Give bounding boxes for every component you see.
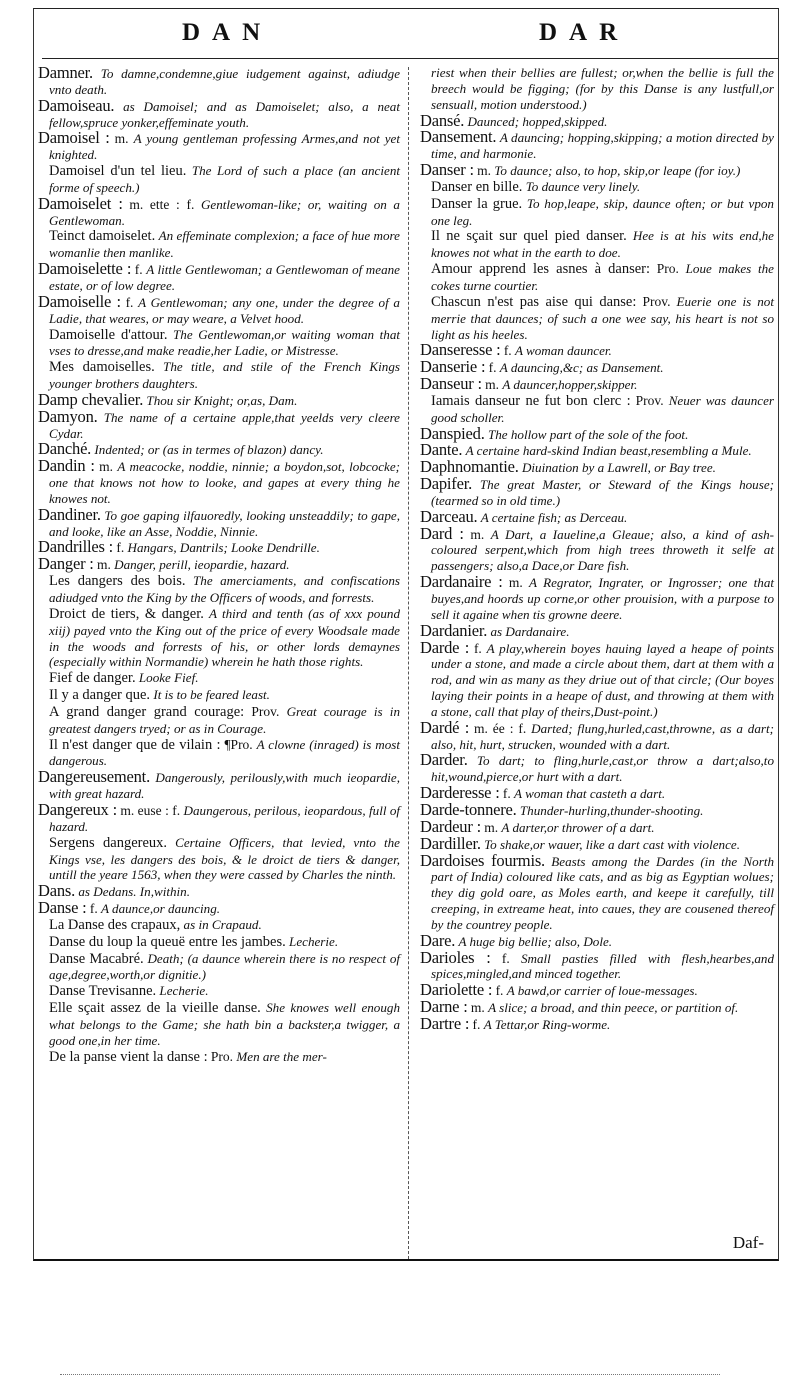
- dictionary-entry: [420, 459, 774, 476]
- definition: Men are the mer-: [236, 1048, 327, 1064]
- definition: Lecherie.: [289, 933, 339, 949]
- definition: A Gentlewoman; any one, under the degree of a Ladie, that weares, or may weare, a Velvet hood.: [49, 294, 400, 326]
- definition: Loue makes the cokes turne courtier.: [431, 261, 774, 293]
- headword: Damoisel :: [38, 128, 110, 148]
- definition: as Dardanaire.: [490, 623, 570, 639]
- catchword: Daf-: [732, 1233, 764, 1252]
- sub-entry: [38, 670, 400, 687]
- grammar-label: f.: [488, 360, 497, 376]
- header-left-guideword: DAN: [182, 19, 273, 46]
- definition: The great Master, or Steward of the Kings house; (tearmed so in old time.): [431, 477, 774, 508]
- grammar-label: m.: [508, 575, 523, 591]
- definition: It is to be feared least.: [153, 687, 270, 703]
- grammar-label: m. ette : f.: [129, 196, 195, 212]
- definition: An effeminate complexion; a face of hue more womanlie then manlike.: [49, 228, 400, 261]
- headword: Damoisel d'un tel lieu.: [49, 163, 187, 180]
- definition: A certaine fish; as Derceau.: [480, 509, 628, 525]
- definition: Certaine Officers, that levied, vnto the Kings vse, les dangers des bois, & le droict de tiers & danger, untill the yeare 1563, when they were cassed by Charles the ninth.: [49, 834, 400, 883]
- headword: Iamais danseur ne fut bon clerc :: [431, 392, 631, 409]
- definition: Looke Fief.: [138, 670, 199, 686]
- definition: as Damoisel; and as Damoiselet; also, a neat fellow,spruce yonker,effeminate youth.: [49, 98, 400, 130]
- dictionary-entry: [420, 717, 774, 753]
- headword: Dangereusement.: [38, 767, 150, 787]
- dictionary-entry: [420, 637, 774, 720]
- headword: Dariolette :: [420, 980, 493, 1000]
- definition: A dauncer,hopper,skipper.: [502, 377, 638, 393]
- headword: A grand danger grand courage:: [49, 703, 245, 720]
- definition: The title, and stile of the French Kings younger brothers daughters.: [49, 359, 400, 392]
- grammar-label: f.: [495, 983, 504, 999]
- grammar-label: m.: [96, 557, 111, 573]
- definition: She knowes well enough what belongs to the Game; she hath bin a backster,a twigger, a good one,in her time.: [49, 1000, 400, 1048]
- definition: A woman dauncer.: [514, 343, 612, 359]
- headword: Damner.: [38, 63, 93, 82]
- sub-entry: [38, 606, 400, 670]
- sub-entry: [420, 228, 774, 261]
- definition: A meacocke, noddie, ninnie; a boydon,sot, lobcocke; one that knows not how to looke, and gapes at every thing he knowes not.: [49, 459, 400, 506]
- dictionary-entry: [420, 947, 774, 983]
- grammar-label: m.: [99, 459, 114, 475]
- definition: Beasts among the Dardes (in the North part of India) coloured like cats, and as big as Egyptian wolues; they dig gold oare, as Moles earth, and keepe it carefully, till creeping, in extreame heat, into caues, they are cousened thereof by the countrey people.: [431, 853, 774, 932]
- sub-entry: [38, 737, 400, 770]
- headword: Darde :: [420, 637, 470, 657]
- definition: The name of a certaine apple,that yeelds very cleere Cydar.: [49, 409, 400, 441]
- headword: Droict de tiers, & danger.: [49, 605, 204, 622]
- sub-entry: [420, 179, 774, 196]
- grammar-label: m.: [485, 377, 500, 393]
- headword: Danser en bille.: [431, 178, 523, 195]
- sub-entry: [420, 261, 774, 294]
- dictionary-entry: [420, 476, 774, 509]
- dictionary-entry: [420, 523, 774, 575]
- headword: Darde-tonnere.: [420, 799, 517, 819]
- definition: To dart; to fling,hurle,cast,or throw a dart;also,to hit,wound,pierce,or hurt with a dart.: [431, 753, 774, 785]
- dictionary-entry: [38, 406, 400, 442]
- definition: A dauncing; hopping,skipping; a motion directed by time, and harmonie.: [431, 130, 774, 162]
- definition: Thou sir Knight; or,as, Dam.: [146, 392, 298, 408]
- dictionary-entry: [420, 982, 774, 999]
- definition: Death; (a daunce wherein there is no respect of age,degree,worth,or dignitie.): [49, 950, 401, 983]
- headword: Danger :: [38, 554, 94, 574]
- definition: Lecherie.: [159, 983, 209, 999]
- headword: Danse :: [38, 898, 87, 918]
- headword: Elle sçait assez de la vieille danse.: [49, 1000, 261, 1017]
- headword: Il y a danger que.: [49, 687, 151, 704]
- headword: Amour apprend les asnes à danser:: [431, 261, 651, 278]
- dictionary-entry: [38, 130, 400, 163]
- headword: Damyon.: [38, 406, 98, 426]
- dictionary-entry: [38, 261, 400, 294]
- definition: Thunder-hurling,thunder-shooting.: [519, 802, 704, 818]
- definition: To hop,leape, skip, daunce often; or but vpon one leg.: [431, 195, 774, 228]
- headword: Teinct damoiselet.: [49, 228, 156, 245]
- definition: Daunced; hopped,skipped.: [467, 113, 608, 129]
- headword: Danse Trevisanne.: [49, 983, 157, 1000]
- grammar-label: m.: [114, 131, 129, 147]
- headword: Danse Macabré.: [49, 950, 144, 967]
- grammar-label: ¶Pro.: [224, 736, 253, 752]
- headword: Danché.: [38, 439, 92, 459]
- definition: riest when their bellies are fullest; or,when the bellie is full the breech would be figging; (for by this Danse is any lustfull,or sensuall, motion understood.): [431, 65, 774, 112]
- dictionary-entry: [420, 999, 774, 1016]
- definition: A daunce,or dauncing.: [100, 901, 221, 917]
- definition: To shake,or wauer, like a dart cast with violence.: [484, 836, 740, 852]
- running-header: [34, 9, 778, 57]
- headword: Dante.: [420, 440, 463, 460]
- headword: Danspied.: [420, 423, 485, 443]
- definition: The Gentlewoman,or waiting woman that vses to dresse,and make readie,her Ladie, or Mistresse.: [49, 326, 400, 359]
- headword: Danser :: [420, 160, 474, 180]
- headword: Fief de danger.: [49, 670, 136, 687]
- grammar-label: f.: [473, 640, 482, 656]
- headword: Damoiselle d'attour.: [49, 326, 168, 343]
- sub-entry: [38, 983, 400, 1000]
- definition: Gentlewoman-like; or, waiting on a Gentlewoman.: [49, 196, 400, 228]
- definition: Neuer was dauncer good scholler.: [431, 392, 774, 425]
- headword: Dandrilles :: [38, 537, 114, 557]
- definition: Danger, perill, ieopardie, hazard.: [114, 557, 290, 573]
- headword: Dard :: [420, 523, 464, 543]
- dictionary-entry: [420, 162, 774, 179]
- definition: To daunce very linely.: [525, 178, 641, 194]
- dictionary-entry: [420, 850, 774, 933]
- definition: A Regrator, Ingrater, or Ingrosser; one that buyes,and hoords up corne,or other prouision, with a purpose to sell it againe when tis growne deere.: [431, 575, 774, 622]
- dictionary-entry: [38, 504, 400, 540]
- dictionary-entry: [38, 556, 400, 573]
- headword: Mes damoiselles.: [49, 359, 155, 376]
- headword: Les dangers des bois.: [49, 573, 186, 590]
- definition: To goe gaping ilfauoredly, looking unsteaddily; to gape, and looke, like an Asse, Noddie, Ninnie.: [49, 507, 400, 539]
- grammar-label: Prov.: [642, 293, 671, 309]
- headword: Dardeur :: [420, 816, 481, 836]
- sub-entry: [420, 196, 774, 229]
- column-divider: [408, 67, 409, 1259]
- definition: A little Gentlewoman; a Gentlewoman of meane estate, or of low degree.: [49, 262, 400, 293]
- definition: Dangerously, perilously,with much ieopardie, with great hazard.: [49, 770, 400, 802]
- headword: Damoiselet :: [38, 193, 123, 213]
- grammar-label: f.: [502, 786, 511, 802]
- headword: Daphnomantie.: [420, 457, 519, 477]
- dictionary-entry: [38, 769, 400, 802]
- dictionary-entry: [420, 620, 774, 640]
- headword: Chascun n'est pas aise qui danse:: [431, 293, 637, 310]
- sub-entry: [420, 393, 774, 426]
- headword: Dansé.: [420, 110, 465, 130]
- definition: Great courage is in greatest dangers tryed; or as in Courage.: [49, 703, 400, 736]
- definition: Hangars, Dantrils; Looke Dendrille.: [127, 540, 320, 556]
- definition: Euerie one is not merrie that daunces; of such a one wee say, his heart is not so light as his heeles.: [431, 293, 774, 342]
- grammar-label: f.: [89, 901, 98, 917]
- sub-entry: [38, 573, 400, 606]
- dictionary-entry: [420, 506, 774, 526]
- dictionary-entry: [420, 129, 774, 162]
- headword: Dardoises fourmis.: [420, 850, 545, 870]
- headword: Darderesse :: [420, 783, 500, 803]
- headword: Danserie :: [420, 357, 486, 377]
- headword: Danse du loup la queuë entre les jambes.: [49, 933, 286, 950]
- definition: A third and tenth (as of xxx pound xiij) payed vnto the King out of the price of every Woodsale made in the woods and forrests of his, or other lords demaynes (especially within Normandie) wherein he hath those rights.: [49, 605, 400, 670]
- page-edge-mark: [60, 1374, 720, 1375]
- sub-entry: [38, 687, 400, 704]
- headword: Dandiner.: [38, 504, 101, 524]
- grammar-label: f.: [125, 294, 134, 310]
- definition: Small pasties filled with flesh,hearbes,and spices,mingled,and minced together.: [431, 950, 774, 982]
- dictionary-entry: [420, 376, 774, 393]
- sub-entry: [38, 1049, 400, 1066]
- sub-entry: [38, 934, 400, 951]
- definition: A clowne (inraged) is most dangerous.: [49, 736, 401, 769]
- grammar-label: m.: [477, 163, 492, 179]
- grammar-label: Pro.: [656, 261, 679, 277]
- headword: Dardé :: [420, 717, 470, 737]
- headword: Il ne sçait sur quel pied danser.: [431, 228, 627, 245]
- grammar-label: f.: [503, 343, 512, 359]
- left-column: [38, 65, 400, 1065]
- headword: Dardiller.: [420, 833, 481, 853]
- definition: A play,wherein boyes hauing layed a heape of points under a stone, and made a circle about them, dart at them with a rod, and win as many as they driue out of that circle; (Our boyes laying their points in a heape of dust, and throwing at them with a stone, call that play of theirs,Dust-point.): [431, 640, 774, 719]
- definition: A certaine hard-skind Indian beast,resembling a Mule.: [465, 443, 752, 459]
- dictionary-entry: [38, 883, 400, 900]
- sub-entry: [38, 1000, 400, 1049]
- sub-entry: [38, 327, 400, 360]
- continued-entry: [420, 65, 774, 113]
- dictionary-entry: [420, 574, 774, 623]
- grammar-label: f.: [501, 950, 510, 966]
- headword: La Danse des crapaux,: [49, 916, 181, 933]
- grammar-label: m. ée : f.: [474, 720, 527, 736]
- definition: Indented; or (as in termes of blazon) dancy.: [94, 442, 324, 458]
- grammar-label: f.: [472, 1016, 481, 1032]
- definition: A young gentleman professing Armes,and not yet knighted.: [49, 131, 401, 163]
- dictionary-entry: [38, 799, 400, 835]
- headword: Danser la grue.: [431, 195, 523, 212]
- dictionary-entry: [420, 423, 774, 443]
- definition: Daungerous, perilous, ieopardous, full of hazard.: [49, 802, 400, 834]
- headword: Damp chevalier.: [38, 389, 144, 409]
- definition: Darted; flung,hurled,cast,throwne, as a dart; also, hit, hurt, strucken, wounded with a dart.: [431, 720, 774, 752]
- dictionary-entry: [38, 95, 400, 131]
- definition: A woman that casteth a dart.: [514, 786, 666, 802]
- headword: Sergens dangereux.: [49, 834, 168, 851]
- page-frame: [33, 8, 779, 1261]
- definition: A Dart, a Iaueline,a Gleaue; also, a kind of ash-coloured serpent,which from high trees throweth it selfe at passengers; also,a Dace,or Dare fish.: [431, 526, 774, 574]
- sub-entry: [38, 835, 400, 884]
- headword: Dansement.: [420, 127, 497, 147]
- headword: Darioles :: [420, 947, 491, 967]
- headword: Danseur :: [420, 374, 482, 394]
- dictionary-entry: [38, 193, 400, 229]
- definition: Hee is at his wits end,he knowes not what in the earth to doe.: [431, 228, 774, 261]
- definition: A bawd,or carrier of loue-messages.: [506, 983, 698, 999]
- dictionary-entry: [38, 65, 400, 98]
- definition: A dauncing,&c; as Dansement.: [499, 360, 664, 376]
- grammar-label: f.: [134, 262, 143, 278]
- definition: A Tettar,or Ring-worme.: [483, 1016, 611, 1032]
- definition: The Lord of such a place (an ancient forme of speech.): [49, 163, 401, 195]
- grammar-label: Prov.: [251, 703, 280, 719]
- dictionary-entry: [38, 900, 400, 917]
- dictionary-entry: [38, 458, 400, 507]
- sub-entry: [38, 951, 400, 984]
- dictionary-entry: [38, 291, 400, 327]
- headword: De la panse vient la danse :: [49, 1048, 208, 1065]
- sub-entry: [38, 704, 400, 737]
- headword: Dartre :: [420, 1013, 470, 1033]
- grammar-label: Pro.: [210, 1048, 234, 1064]
- grammar-label: m.: [470, 1000, 485, 1016]
- sub-entry: [38, 917, 400, 934]
- definition: A darter,or thrower of a dart.: [501, 819, 655, 835]
- headword: Darder.: [420, 750, 468, 770]
- headword: Damoiseau.: [38, 95, 115, 115]
- right-column: [420, 65, 774, 1033]
- headword: Danseresse :: [420, 340, 501, 360]
- grammar-label: m.: [484, 819, 499, 835]
- grammar-label: f.: [116, 540, 125, 556]
- definition: The amerciaments, and confiscations adiudged vnto the King by the Officers of woods, and forrests.: [49, 573, 400, 605]
- headword: Dandin :: [38, 456, 95, 476]
- definition: A slice; a broad, and thin peece, or partition of.: [488, 1000, 739, 1016]
- headword: Il n'est danger que de vilain :: [49, 736, 221, 753]
- headword: Damoiselette :: [38, 259, 132, 279]
- definition: A huge big bellie; also, Dole.: [458, 933, 613, 949]
- headword: Dare.: [420, 930, 456, 950]
- definition: as Dedans. In,within.: [78, 884, 190, 900]
- headword: Dangereux :: [38, 799, 117, 819]
- headword: Damoiselle :: [38, 291, 121, 311]
- definition: The hollow part of the sole of the foot.: [487, 426, 689, 442]
- definition: as in Crapaud.: [183, 916, 262, 932]
- header-right-guideword: DAR: [539, 19, 630, 46]
- headword: Dardanier.: [420, 620, 488, 640]
- dictionary-entry: [420, 1013, 774, 1033]
- sub-entry: [38, 163, 400, 196]
- dictionary-entry: [420, 752, 774, 785]
- sub-entry: [38, 228, 400, 261]
- sub-entry: [420, 294, 774, 343]
- grammar-label: Prov.: [635, 392, 664, 408]
- headword: Dans.: [38, 881, 76, 901]
- headword: Dardanaire :: [420, 572, 503, 592]
- definition: Diuination by a Lawrell, or Bay tree.: [521, 460, 716, 476]
- definition: To damne,condemne,giue iudgement against, adiudge vnto death.: [49, 66, 401, 97]
- definition: To daunce; also, to hop, skip,or leape (for ioy.): [494, 163, 741, 179]
- grammar-label: m. euse : f.: [120, 802, 181, 818]
- headword: Darne :: [420, 997, 468, 1017]
- sub-entry: [38, 359, 400, 392]
- headword: Dapifer.: [420, 474, 473, 494]
- grammar-label: m.: [470, 526, 485, 542]
- header-rule: [42, 58, 778, 59]
- headword: Darceau.: [420, 506, 478, 526]
